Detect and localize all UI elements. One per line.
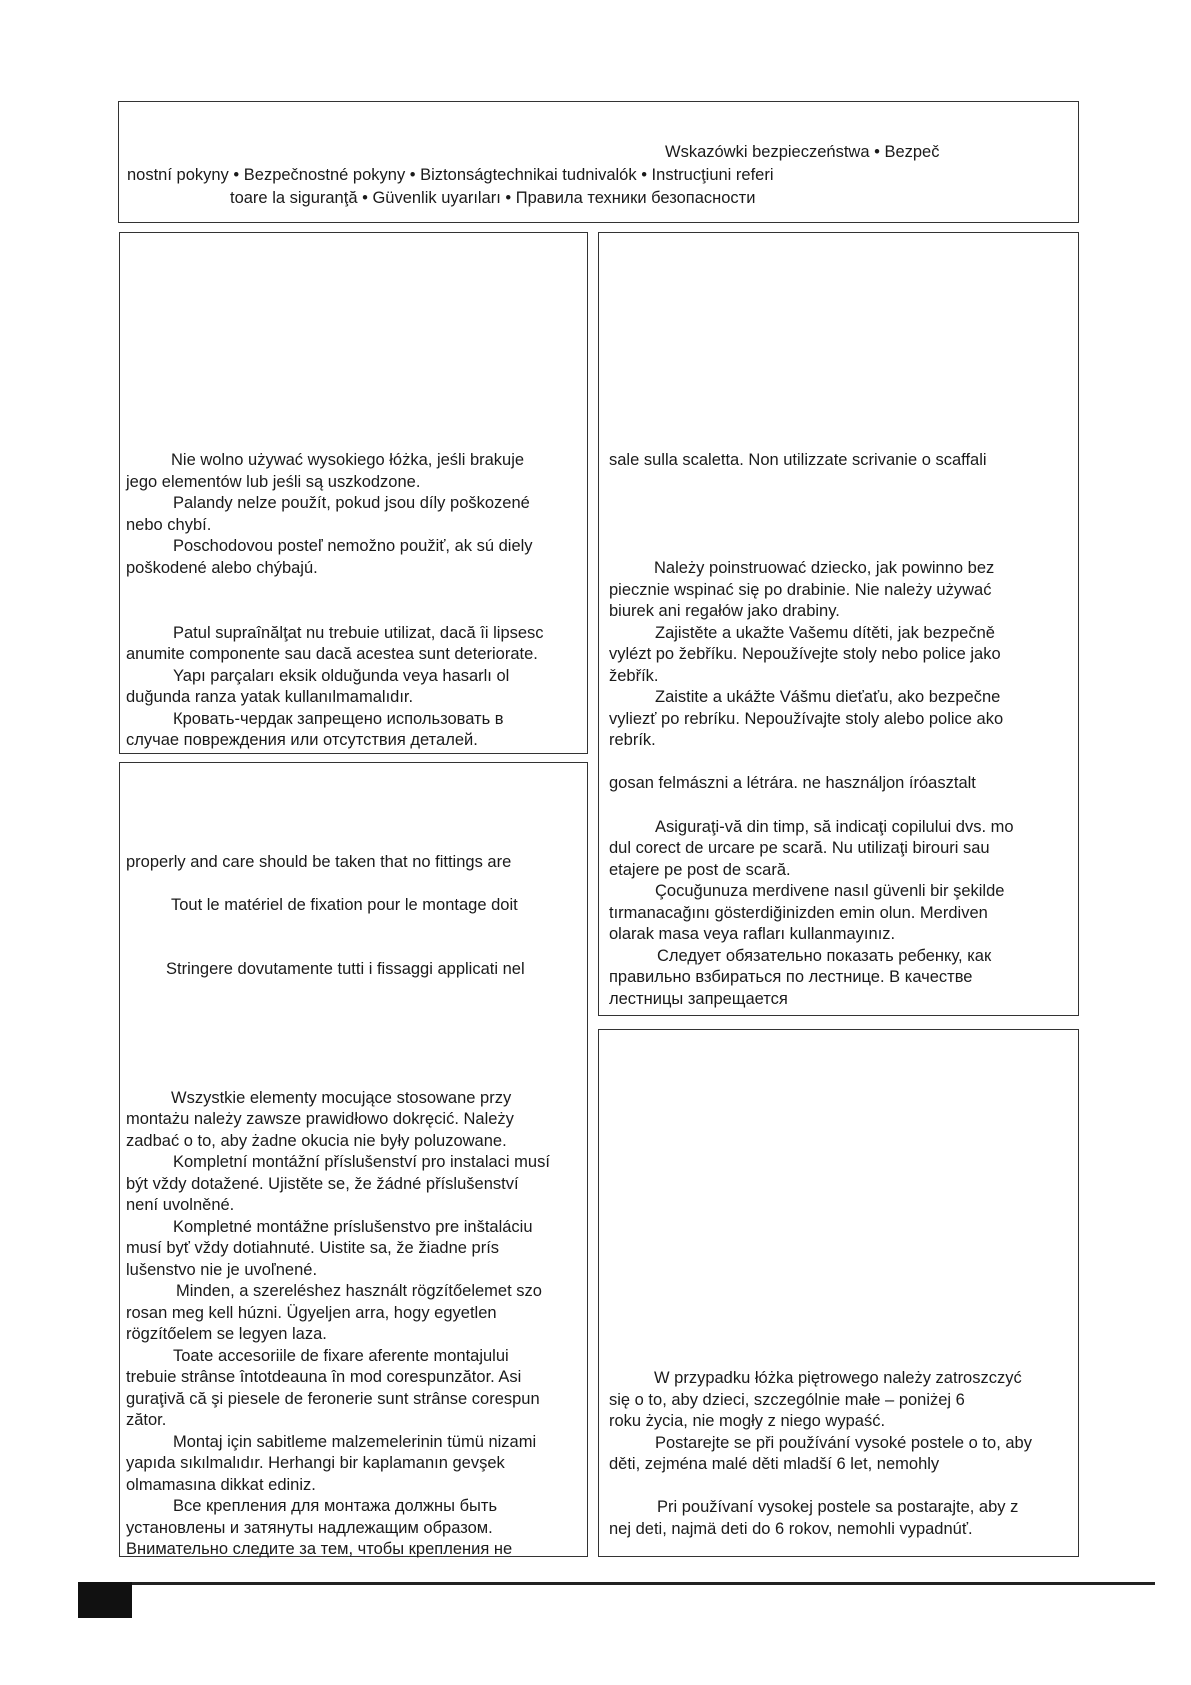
- text-line: Toate accesoriile de fixare aferente montajului: [173, 1347, 509, 1365]
- page-number-tab: [78, 1582, 132, 1618]
- text-line: roku życia, nie mogły z niego wypaść.: [609, 1412, 886, 1430]
- text-line: vyliezť po rebríku. Nepoužívajte stoly alebo police ako: [609, 710, 1004, 728]
- text-line: zadbać o to, aby żadne okucia nie były poluzowane.: [126, 1132, 507, 1150]
- text-line: duğunda ranza yatak kullanılmamalıdır.: [126, 688, 414, 706]
- text-line: poškodené alebo chýbajú.: [126, 559, 318, 577]
- footer-rule: [78, 1582, 1155, 1585]
- text-line: Poschodovou posteľ nemožno použiť, ak sú diely: [173, 537, 533, 555]
- damaged-parts-warning-box: [119, 232, 588, 754]
- header-line-2: nostní pokyny • Bezpečnostné pokyny • Biztonságtechnikai tudnivalók • Instrucţiuni referi: [127, 166, 774, 184]
- text-line: dul corect de urcare pe scară. Nu utilizaţi birouri sau: [609, 839, 990, 857]
- text-line: yapıda sıkılmalıdır. Herhangi bir kaplamanın gevşek: [126, 1454, 505, 1472]
- text-line: nej deti, najmä deti do 6 rokov, nemohli vypadnúť.: [609, 1520, 973, 1538]
- text-line: Montaj için sabitleme malzemelerinin tümü nizami: [173, 1433, 537, 1451]
- text-line: nebo chybí.: [126, 516, 212, 534]
- text-line: Kompletní montážní příslušenství pro instalaci musí: [173, 1153, 550, 1171]
- text-line: Все крепления для монтажа должны быть: [173, 1497, 498, 1515]
- text-line: Кровать-чердак запрещено использовать в: [173, 710, 504, 728]
- fall-prevention-box: [598, 1029, 1079, 1557]
- text-line: lušenstvo nie je uvoľnené.: [126, 1261, 318, 1279]
- text-line: rosan meg kell húzni. Ügyeljen arra, hogy egyetlen: [126, 1304, 497, 1322]
- text-line: Wszystkie elementy mocujące stosowane przy: [171, 1089, 512, 1107]
- text-line: anumite componente sau dacă acestea sunt deteriorate.: [126, 645, 538, 663]
- text-line: Следует обязательно показать ребенку, как: [657, 947, 992, 965]
- text-line: trebuie strânse întotdeauna în mod corespunzător. Asi: [126, 1368, 522, 1386]
- text-line: Tout le matériel de fixation pour le montage doit: [171, 896, 518, 914]
- text-line: piecznie wspinać się po drabinie. Nie należy używać: [609, 581, 992, 599]
- text-line: musí byť vždy dotiahnuté. Uistite sa, že žiadne prís: [126, 1239, 500, 1257]
- text-line: Należy poinstruować dziecko, jak powinno bez: [654, 559, 995, 577]
- text-line: Zaistite a ukážte Vášmu dieťaťu, ako bezpečne: [655, 688, 1001, 706]
- text-line: Nie wolno używać wysokiego łóżka, jeśli brakuje: [171, 451, 525, 469]
- text-line: vylézt po žebříku. Nepoužívejte stoly nebo police jako: [609, 645, 1001, 663]
- text-line: etajere pe post de scară.: [609, 861, 791, 879]
- text-line: Zajistěte a ukažte Vašemu dítěti, jak bezpečně: [655, 624, 995, 642]
- text-line: tırmanacağını gösterdiğinizden emin olun. Merdiven: [609, 904, 988, 922]
- text-line: rögzítőelem se legyen laza.: [126, 1325, 327, 1343]
- text-line: się o to, aby dzieci, szczególnie małe – poniżej 6: [609, 1391, 965, 1409]
- text-line: olarak masa veya rafları kullanmayınız.: [609, 925, 896, 943]
- text-line: установлены и затянуты надлежащим образом.: [126, 1519, 493, 1537]
- text-line: biurek ani regałów jako drabiny.: [609, 602, 840, 620]
- text-line: Asiguraţi-vă din timp, să indicaţi copilului dvs. mo: [655, 818, 1014, 836]
- header-line-3: toare la siguranţă • Güvenlik uyarıları • Правила техники безопасности: [230, 189, 756, 207]
- header-line-1: Wskazówki bezpieczeństwa • Bezpeč: [665, 143, 940, 161]
- text-line: Postarejte se při používání vysoké postele o to, aby: [655, 1434, 1032, 1452]
- text-line: sale sulla scaletta. Non utilizzate scrivanie o scaffali: [609, 451, 987, 469]
- text-line: лестницы запрещается: [609, 990, 788, 1008]
- text-line: Patul supraînălţat nu trebuie utilizat, dacă îi lipsesc: [173, 624, 544, 642]
- text-line: properly and care should be taken that no fittings are: [126, 853, 512, 871]
- text-line: Minden, a szereléshez használt rögzítőelemet szo: [176, 1282, 542, 1300]
- text-line: zător.: [126, 1411, 167, 1429]
- text-line: žebřík.: [609, 667, 659, 685]
- text-line: Palandy nelze použít, pokud jsou díly poškozené: [173, 494, 530, 512]
- text-line: правильно взбираться по лестнице. В качестве: [609, 968, 973, 986]
- text-line: být vždy dotažené. Ujistěte se, že žádné příslušenství: [126, 1175, 519, 1193]
- text-line: Внимательно следите за тем, чтобы крепления не: [126, 1540, 513, 1558]
- text-line: guraţivă că şi piesele de feronerie sunt strânse corespun: [126, 1390, 540, 1408]
- text-line: случае повреждения или отсутствия деталей.: [126, 731, 478, 749]
- text-line: děti, zejména malé děti mladší 6 let, nemohly: [609, 1455, 940, 1473]
- text-line: Pri používaní vysokej postele sa postarajte, aby z: [657, 1498, 1019, 1516]
- safety-header-box: [118, 101, 1079, 223]
- text-line: gosan felmászni a létrára. ne használjon íróasztalt: [609, 774, 976, 792]
- text-line: olmamasına dikkat ediniz.: [126, 1476, 316, 1494]
- text-line: W przypadku łóżka piętrowego należy zatroszczyć: [654, 1369, 1022, 1387]
- text-line: Çocuğunuza merdivene nasıl güvenli bir şekilde: [655, 882, 1005, 900]
- text-line: jego elementów lub jeśli są uszkodzone.: [126, 473, 421, 491]
- fittings-tightening-box: [119, 762, 588, 1557]
- text-line: rebrík.: [609, 731, 656, 749]
- text-line: Yapı parçaları eksik olduğunda veya hasarlı ol: [173, 667, 510, 685]
- text-line: není uvolněné.: [126, 1196, 235, 1214]
- text-line: Stringere dovutamente tutti i fissaggi applicati nel: [166, 960, 525, 978]
- text-line: Kompletné montážne príslušenstvo pre inštaláciu: [173, 1218, 533, 1236]
- text-line: montażu należy zawsze prawidłowo dokręcić. Należy: [126, 1110, 514, 1128]
- ladder-safety-box: [598, 232, 1079, 1016]
